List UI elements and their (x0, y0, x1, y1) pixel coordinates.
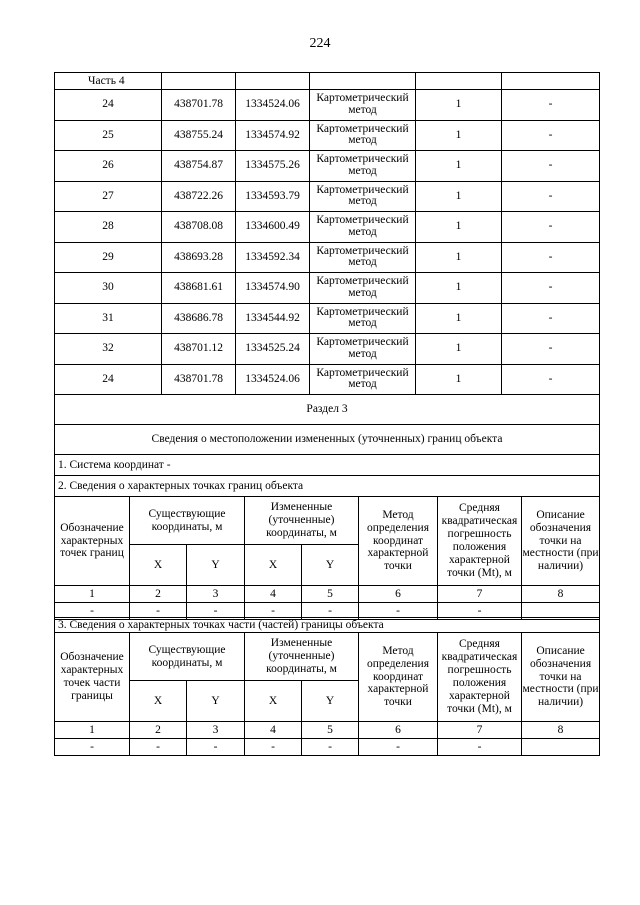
cell-dash: - (130, 603, 187, 620)
point-accuracy: 1 (416, 273, 502, 304)
point-method: Картометрический метод (310, 334, 416, 365)
col-x: X (130, 681, 187, 722)
boundary-points-table (54, 454, 600, 620)
point-number: 31 (55, 303, 162, 334)
col-number: 4 (245, 722, 302, 739)
cell-dash: - (302, 739, 359, 756)
section-title: Раздел 3 (55, 395, 600, 425)
point-method: Картометрический метод (310, 120, 416, 151)
point-description: - (502, 334, 600, 365)
point-method: Картометрический метод (310, 212, 416, 243)
page-number: 224 (309, 36, 331, 51)
col-description: Описание обозначения точки на местности (при наличии) (522, 497, 600, 586)
section-title-row (55, 395, 600, 425)
point-number: 28 (55, 212, 162, 243)
col-existing: Существующие координаты, м (130, 633, 245, 681)
section-subtitle: Сведения о местоположении измененных (уточненных) границ объекта (55, 425, 600, 455)
part-boundary-points-table (54, 617, 600, 756)
coord-x: 438754.87 (162, 151, 236, 182)
point-accuracy: 1 (416, 303, 502, 334)
col-number: 7 (438, 586, 522, 603)
coord-y: 1334525.24 (236, 334, 310, 365)
point-number: 25 (55, 120, 162, 151)
point-method: Картометрический метод (310, 364, 416, 395)
table-row (55, 90, 600, 121)
coord-y: 1334600.49 (236, 212, 310, 243)
table2-title: 2. Сведения о характерных точках границ объекта (55, 476, 600, 497)
cell-dash: - (359, 603, 438, 620)
col-accuracy: Средняя квадратическая погрешность положения характерной точки (Mt), м (438, 633, 522, 722)
coord-x: 438755.24 (162, 120, 236, 151)
col-x: X (130, 545, 187, 586)
point-description: - (502, 273, 600, 304)
coord-x: 438681.61 (162, 273, 236, 304)
coord-x: 438686.78 (162, 303, 236, 334)
point-accuracy: 1 (416, 181, 502, 212)
part-header-row (55, 73, 600, 90)
coord-x: 438701.12 (162, 334, 236, 365)
point-description: - (502, 212, 600, 243)
point-accuracy: 1 (416, 242, 502, 273)
coord-x: 438722.26 (162, 181, 236, 212)
table-row (55, 120, 600, 151)
coord-y: 1334524.06 (236, 364, 310, 395)
table-row (55, 212, 600, 243)
table-row (55, 364, 600, 395)
col-number: 4 (245, 586, 302, 603)
cell-dash: - (359, 739, 438, 756)
point-number: 32 (55, 334, 162, 365)
coord-y: 1334592.34 (236, 242, 310, 273)
point-method: Картометрический метод (310, 273, 416, 304)
col-x: X (245, 681, 302, 722)
point-description: - (502, 303, 600, 334)
section-subtitle-row (55, 425, 600, 455)
col-designation: Обозначение характерных точек границ (55, 497, 130, 586)
table-row (55, 739, 600, 756)
col-number: 1 (55, 586, 130, 603)
col-number: 5 (302, 586, 359, 603)
point-description: - (502, 242, 600, 273)
cell-dash: - (245, 603, 302, 620)
point-method: Картометрический метод (310, 151, 416, 182)
point-number: 24 (55, 364, 162, 395)
point-description: - (502, 364, 600, 395)
coord-x: 438701.78 (162, 90, 236, 121)
col-existing: Существующие координаты, м (130, 497, 245, 545)
part-label: Часть 4 (55, 73, 162, 90)
coord-x: 438701.78 (162, 364, 236, 395)
col-number: 6 (359, 586, 438, 603)
point-accuracy: 1 (416, 364, 502, 395)
point-accuracy: 1 (416, 212, 502, 243)
cell-dash: - (245, 739, 302, 756)
point-number: 29 (55, 242, 162, 273)
points-table (54, 72, 600, 455)
coord-y: 1334574.92 (236, 120, 310, 151)
point-description: - (502, 181, 600, 212)
cell-dash: - (55, 603, 130, 620)
coord-system-label: 1. Система координат - (55, 455, 600, 476)
col-number: 8 (522, 586, 600, 603)
table-row (55, 334, 600, 365)
col-number: 8 (522, 722, 600, 739)
coord-x: 438693.28 (162, 242, 236, 273)
point-accuracy: 1 (416, 334, 502, 365)
coord-x: 438708.08 (162, 212, 236, 243)
point-description: - (502, 151, 600, 182)
point-description: - (502, 90, 600, 121)
cell-empty (522, 739, 600, 756)
col-number: 5 (302, 722, 359, 739)
cell-dash: - (187, 739, 245, 756)
col-y: Y (187, 545, 245, 586)
point-method: Картометрический метод (310, 242, 416, 273)
col-method: Метод определения координат характерной точки (359, 497, 438, 586)
point-method: Картометрический метод (310, 303, 416, 334)
col-number: 7 (438, 722, 522, 739)
point-number: 24 (55, 90, 162, 121)
table-row (55, 181, 600, 212)
table-row (55, 273, 600, 304)
col-designation: Обозначение характерных точек части границы (55, 633, 130, 722)
cell-dash: - (438, 739, 522, 756)
col-number: 1 (55, 722, 130, 739)
coord-y: 1334593.79 (236, 181, 310, 212)
table-row (55, 303, 600, 334)
point-accuracy: 1 (416, 151, 502, 182)
col-number: 6 (359, 722, 438, 739)
point-number: 27 (55, 181, 162, 212)
coord-y: 1334574.90 (236, 273, 310, 304)
col-number: 2 (130, 722, 187, 739)
table-row (55, 151, 600, 182)
col-x: X (245, 545, 302, 586)
col-y: Y (302, 545, 359, 586)
point-method: Картометрический метод (310, 181, 416, 212)
cell-dash: - (55, 739, 130, 756)
point-method: Картометрический метод (310, 90, 416, 121)
col-number: 3 (187, 722, 245, 739)
col-changed: Измененные (уточненные) координаты, м (245, 497, 359, 545)
point-description: - (502, 120, 600, 151)
coord-y: 1334524.06 (236, 90, 310, 121)
coord-y: 1334575.26 (236, 151, 310, 182)
col-accuracy: Средняя квадратическая погрешность положения характерной точки (Mt), м (438, 497, 522, 586)
point-accuracy: 1 (416, 90, 502, 121)
cell-dash: - (130, 739, 187, 756)
col-y: Y (187, 681, 245, 722)
cell-dash: - (438, 603, 522, 620)
col-number: 2 (130, 586, 187, 603)
point-accuracy: 1 (416, 120, 502, 151)
cell-dash: - (302, 603, 359, 620)
point-number: 30 (55, 273, 162, 304)
point-number: 26 (55, 151, 162, 182)
col-method: Метод определения координат характерной точки (359, 633, 438, 722)
table-row (55, 242, 600, 273)
col-number: 3 (187, 586, 245, 603)
col-description: Описание обозначения точки на местности (при наличии) (522, 633, 600, 722)
table3-title: 3. Сведения о характерных точках части (частей) границы объекта (55, 618, 600, 633)
col-y: Y (302, 681, 359, 722)
coord-y: 1334544.92 (236, 303, 310, 334)
cell-dash: - (187, 603, 245, 620)
col-changed: Измененные (уточненные) координаты, м (245, 633, 359, 681)
